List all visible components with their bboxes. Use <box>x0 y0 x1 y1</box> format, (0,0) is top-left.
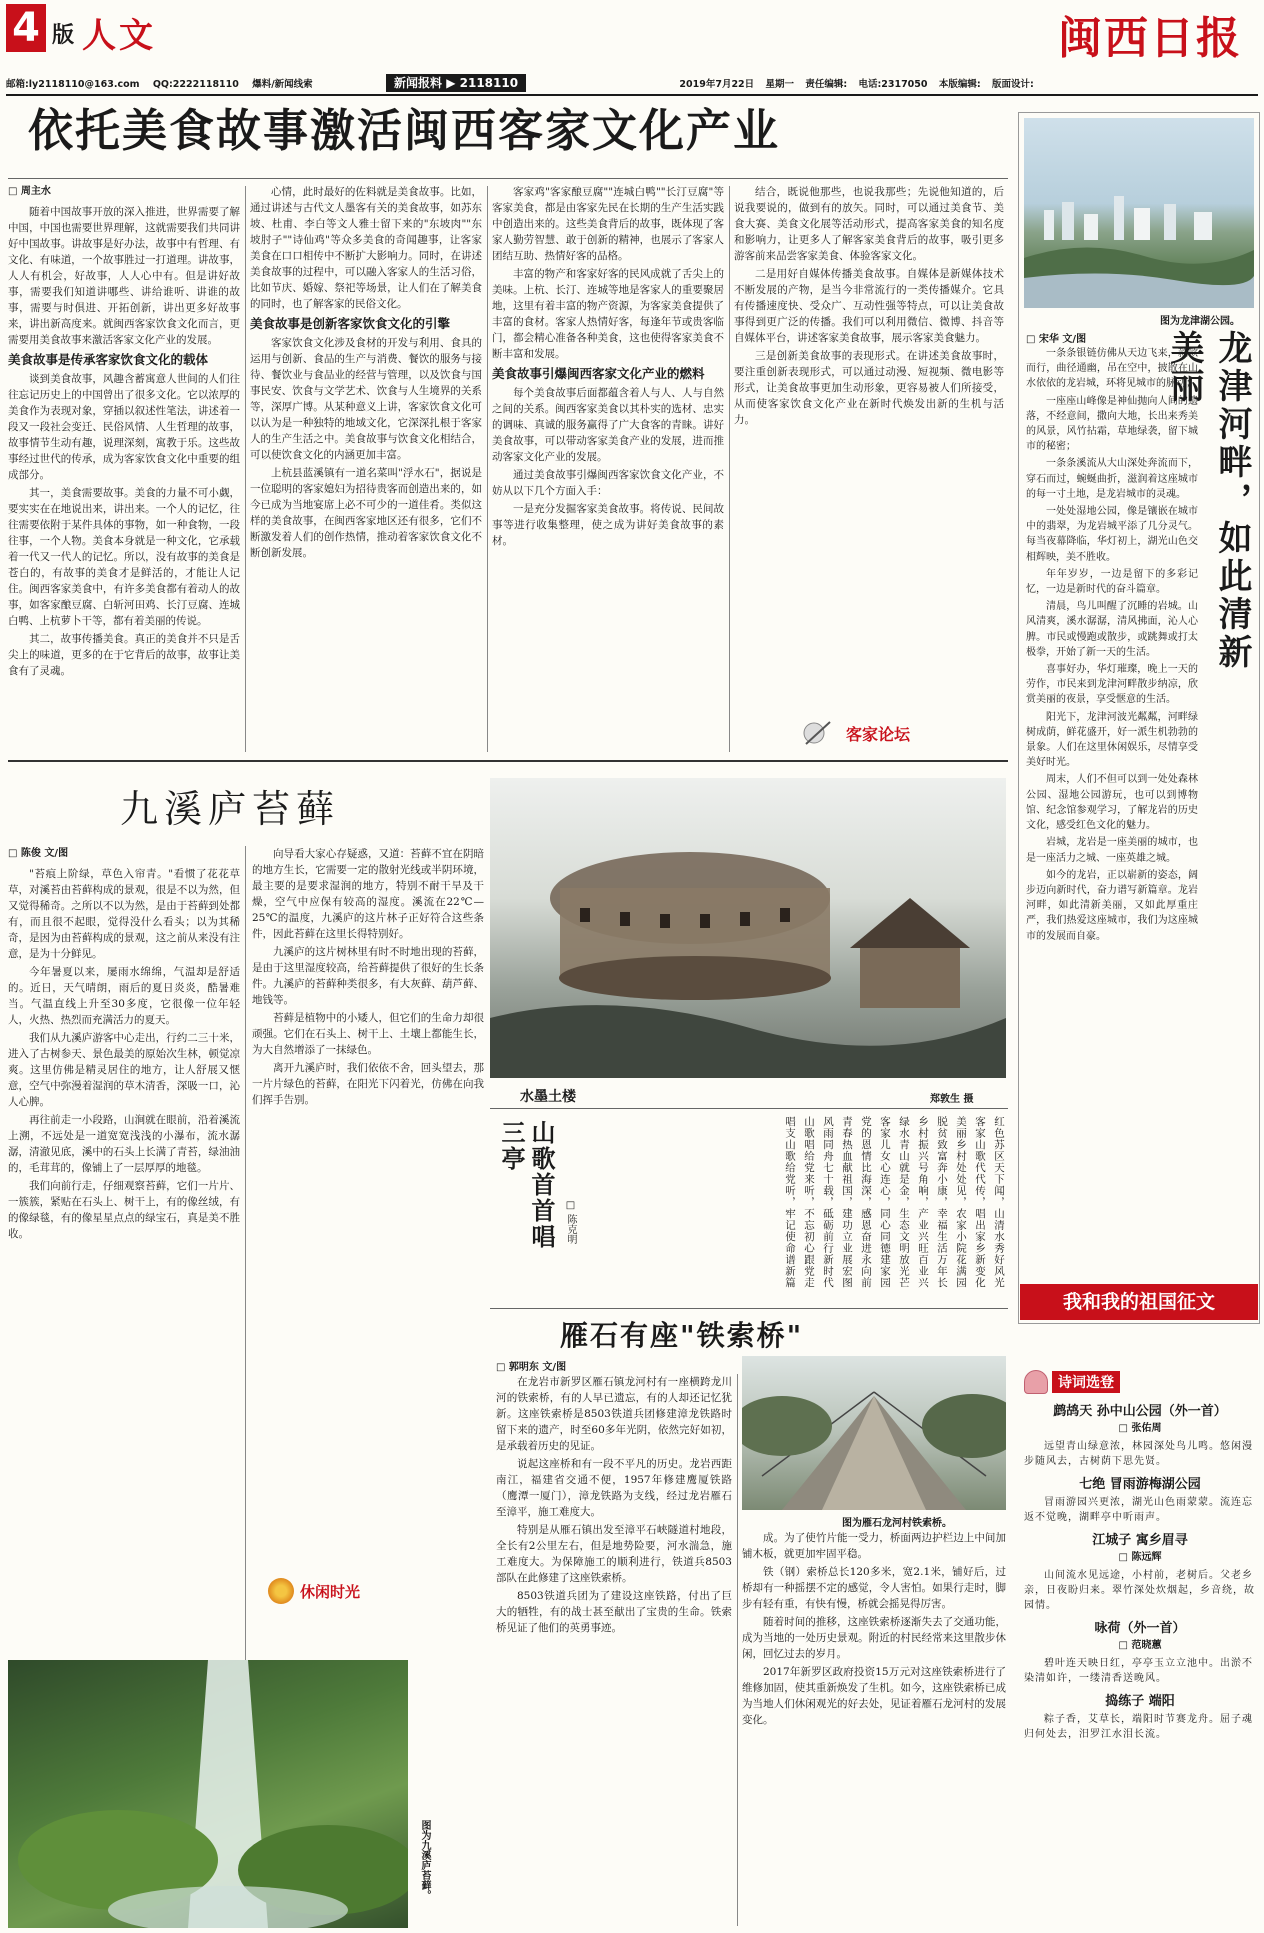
duty-editor: 责任编辑: <box>805 79 848 90</box>
river-photo-caption: 图为龙津湖公园。 <box>1160 316 1240 327</box>
city-skyline-icon <box>1024 118 1254 308</box>
lead-col-1 <box>8 184 240 754</box>
folk-song-line: 青春热血献祖国，建功立业展宏图 <box>841 1116 853 1289</box>
lead-paragraph: 谈到美食故事，风趣含蓄寓意人世间的人们往往忘记历史上的中国曾出了很多文化。它以浓厚的美食作为表现对象，穿插以叙述性笔法，讲述着一段又一段社会变迁、民俗风情、人生哲理的故事，故事情节生动有趣，说理深刻，寓教于乐。这些故事经过世代的传承，成为客家饮食文化中重要的组成部分。 <box>8 373 240 481</box>
folk-song-title: 山歌首首唱三亭 <box>497 1120 555 1250</box>
masthead-info-bar <box>6 74 1258 92</box>
poem-text: 碧叶连天映日红，亭亭玉立立池中。出淤不染清如许，一缕清香送晚风。 <box>1024 1658 1253 1684</box>
bridge-headline: 雁石有座"铁索桥" <box>560 1319 804 1352</box>
qq-text: QQ:2222118110 <box>152 79 239 90</box>
river-paragraph: 喜事好办，华灯璀璨，晚上一天的劳作，市民来到龙津河畔散步纳凉，欣赏美丽的夜景，享受惬意的生活。 <box>1026 664 1198 706</box>
lead-subhead-2: 美食故事是创新客家饮食文化的引擎 <box>250 316 451 331</box>
poem-title: 七绝 冒雨游梅湖公园 <box>1079 1477 1201 1492</box>
layout-editor: 本版编辑: <box>938 79 981 90</box>
section-title: 人文 <box>82 16 156 56</box>
bridge-col-2 <box>742 1530 1006 1926</box>
section-rule <box>490 1308 1008 1309</box>
lead-paragraph: 随着中国故事开放的深入推进，世界需要了解中国，中国也需要世界理解，这就需要我们共同讲好中国故事。讲故事是好办法，故事中有哲理、有文化、有味道，一个故事胜过一打道理。讲故事，人人有机会，好故事，人人心中有。但是讲好故事，需要我们知道讲哪些、讲给谁听、讲谁的故事，需要与时俱进、开拓创新，讲出更多好故事来，讲出新高度来。就闽西客家饮食文化而言，更需要用美食故事来激活客家文化产业的发展。 <box>8 206 240 346</box>
poetry-section-label <box>1024 1370 1120 1394</box>
lead-paragraph: 每个美食故事后面都蕴含着人与人、人与自然之间的关系。闽西客家美食以其朴实的选材、忠实的调味、真诚的服务赢得了广大食客的青睐。讲好美食故事，可以带动客家美食产业的发展，进而推动客家文化产业的发展。 <box>492 387 724 463</box>
headline-rule <box>8 178 1008 179</box>
lead-subhead-1: 美食故事是传承客家饮食文化的载体 <box>8 352 209 367</box>
bridge-paragraph: 2017年新罗区政府投资15万元对这座铁索桥进行了维修加固，使其重新焕发了生机。如今，这座铁索桥已成为当地人们休闲观光的好去处，见证着雁石龙河村的发展变化。 <box>742 1666 1006 1726</box>
folk-song-line: 绿水青山就是金，生态文明放光芒 <box>898 1116 910 1289</box>
lead-byline: □ 周主水 <box>8 186 51 197</box>
river-paragraph: 一处处湿地公园，像是镶嵌在城市中的翡翠，为龙岩城平添了几分灵气。每当夜幕降临，华灯初上，湖光山色交相辉映，美不胜收。 <box>1026 506 1198 563</box>
bridge-paragraph: 在龙岩市新罗区雁石镇龙河村有一座横跨龙川河的铁索桥，有的人早已遗忘，有的人却还记忆犹新。这座铁索桥是8503铁道兵团修建漳龙铁路时留下来的遗产，时至60多年光阴，依然完好如初，是承载着历史的见证。 <box>496 1376 732 1452</box>
hotline-box <box>386 74 526 92</box>
tulou-credit: 郑敦生 摄 <box>930 1094 974 1105</box>
lead-paragraph: 丰富的物产和客家好客的民风成就了舌尖上的美味。上杭、长汀、连城等地是客家人的重要聚居地，这里有着丰富的物产资源，为客家美食提供了丰富的食材。客家人热情好客，每逢年节或贵客临门，都会精心准备各种美食，这也使得客家美食不断丰富和发展。 <box>492 268 724 360</box>
lead-subhead-3: 美食故事引爆闽西客家文化产业的燃料 <box>492 366 705 381</box>
moss-paragraph: 离开九溪庐时，我们依依不舍，回头望去，那一片片绿色的苔藓，在阳光下闪着光，仿佛在向我们挥手告别。 <box>252 1062 484 1106</box>
lead-paragraph: 上杭县蓝溪镇有一道名菜叫"浮水石"，据说是一位聪明的客家媳妇为招待贵客而创造出来的，如今已成为当地宴席上必不可少的一道佳肴。类似这样的美食故事，在闽西客家地区还有很多，它们不断激发着人们的创作热情，推动着客家饮食文化不断创新发展。 <box>250 467 482 559</box>
kicker-label: 客家论坛 <box>846 724 911 744</box>
lead-col-3 <box>492 184 724 754</box>
lead-paragraph: 客家鸡"客家酿豆腐""连城白鸭""长汀豆腐"等客家美食，都是由客家先民在长期的生产生活实践中创造出来的。这些美食背后的故事，既体现了客家人勤劳智慧、敢于创新的精神，也展示了客家人团结互助、热情好客的品格。 <box>492 186 724 262</box>
poems-list <box>1024 1398 1256 1928</box>
column-divider <box>737 1374 738 1926</box>
river-paragraph: 如今的龙岩，正以崭新的姿态，阔步迈向新时代，奋力谱写新篇章。龙岩河畔，如此清新美丽，又如此厚重庄严，我们热爱这座城市，我们为这座城市的发展而自豪。 <box>1026 869 1198 942</box>
kicker-hakka-forum <box>800 718 910 748</box>
lead-paragraph: 心情，此时最好的佐料就是美食故事。比如，通过讲述与古代文人墨客有关的美食故事，如苏东坡、杜甫、李白等文人雅士留下来的"东坡肉""东坡肘子""诗仙鸡"等众多美食的奇闻趣事，让客家美食在口口相传中不断扩大影响力。同时，在讲述美食故事的过程中，可以融入客家人的生活习俗，比如节庆、婚嫁、祭祀等场景，让人们在了解美食的同时，也了解客家的民俗文化。 <box>250 186 482 310</box>
hotline-number: 2118110 <box>459 76 519 90</box>
poem-author: □ 陈远辉 <box>1118 1552 1162 1563</box>
lead-paragraph: 三是创新美食故事的表现形式。在讲述美食故事时，要注重创新表现形式，可以通过动漫、短视频、微电影等形式，让美食故事更加生动形象，更容易被人们所接受，从而使客家饮食文化产业在新时代焕发出新的生机与活力。 <box>734 350 1004 426</box>
tulou-photo <box>490 778 1006 1078</box>
page-number-badge: 4 <box>6 4 46 52</box>
folk-song-line: 客家山歌代代传，唱出家乡新变化 <box>974 1116 986 1289</box>
poem-text: 冒雨游园兴更浓，湖光山色雨蒙蒙。流连忘返不觉晚，湖畔亭中听雨声。 <box>1024 1497 1253 1523</box>
poem-text: 远望青山绿意浓，林园深处鸟儿鸣。悠闲漫步随风去，古树荫下思先贤。 <box>1024 1441 1253 1467</box>
lotus-icon <box>1024 1370 1048 1394</box>
section-rule <box>490 1108 1008 1109</box>
moss-col-2 <box>252 846 484 1636</box>
lead-paragraph: 客家饮食文化涉及食材的开发与利用、食具的运用与创新、食品的生产与消费、餐饮的服务与接待、餐饮业与食品业的经营与管理，以及饮食与国事民安、饮食与文学艺术、饮食与人生境界的关系等，深厚广博。从某种意义上讲，客家饮食文化可以认为是一种独特的地域文化，它深深扎根于客家人的生产生活之中。美食故事与饮食文化相结合，可以使饮食文化的内涵更加丰富。 <box>250 337 482 461</box>
moss-paragraph: 苔藓是植物中的小矮人，但它们的生命力却很顽强。它们在石头上、树干上、土壤上都能生长，为大自然增添了一抹绿色。 <box>252 1012 484 1056</box>
river-photo <box>1024 118 1254 308</box>
poem-item <box>1024 1533 1256 1613</box>
suspension-bridge-icon <box>742 1356 1006 1510</box>
lead-col-2 <box>250 184 482 754</box>
moss-paragraph: 九溪庐的这片树林里有时不时地出现的苔藓，是由于这里湿度较高，给苔藓提供了很好的生长条件。九溪庐的苔藓种类很多，有大灰藓、葫芦藓、地钱等。 <box>252 946 484 1006</box>
page-unit: 版 <box>52 23 75 48</box>
lead-paragraph: 其二，故事传播美食。真正的美食并不只是舌尖上的味道，更多的在于它背后的故事，故事让美食有了灵魂。 <box>8 633 240 677</box>
bridge-paragraph: 说起这座桥和有一段不平凡的历史。龙岩西距南江，福建省交通不便，1957年修建鹰厦铁路（鹰潭一厦门），漳龙铁路为支线，经过龙岩雁石至漳平，施工难度大。 <box>496 1458 732 1518</box>
lead-col-4 <box>734 184 1004 704</box>
folk-song-line: 党的恩情比海深，感恩奋进永向前 <box>860 1116 872 1289</box>
bridge-byline: □ 郭明东 文/图 <box>496 1362 567 1373</box>
poem-title: 捣练子 端阳 <box>1105 1694 1175 1709</box>
poem-item <box>1024 1404 1256 1469</box>
folk-song-line: 脱贫致富奔小康，幸福生活万年长 <box>936 1116 948 1289</box>
waterfall-icon <box>8 1660 408 1928</box>
moss-paragraph: "苔痕上阶绿，草色入帘青。"看惯了花花草草，对溪苔由苔藓构成的景观，很是不以为然，但又觉得稀奇。之所以不以为然，是由于苔藓到处都有，而且很不起眼，觉得没什么看头；以为其稀奇，是因为由苔藓构成的景观，这之前从来没有注意，是为十分鲜见。 <box>8 868 240 960</box>
bridge-col-1 <box>496 1374 732 1926</box>
qq-note: 爆料/新闻线索 <box>252 79 313 90</box>
bridge-paragraph: 成。为了使竹片能一受力，桥面两边护栏边上中间加铺木板，就更加牢固平稳。 <box>742 1532 1006 1560</box>
lead-headline: 依托美食故事激活闽西客家文化产业 <box>28 104 781 157</box>
river-paragraph: 清晨，鸟儿叫醒了沉睡的岩城。山风清爽，溪水潺潺，清风拂面，沁人心脾。市民或慢跑或散步，或跳舞或打太极拳，开始了新一天的生活。 <box>1026 601 1198 658</box>
bridge-paragraph: 8503铁道兵团为了建设这座铁路，付出了巨大的牺牲，有的战士甚至献出了宝贵的生命。铁索桥见证了他们的英勇事迹。 <box>496 1590 732 1634</box>
moss-paragraph: 今年暑夏以来，屡雨水绵绵，气温却是舒适的。近日，天气晴朗，雨后的夏日炎炎，酷暑难当。气温直线上升至30多度，它很像一位年轻人，火热、热烈而充满活力的夏天。 <box>8 966 240 1026</box>
bridge-paragraph: 特别是从雁石镇出发至漳平石峡隧道村地段，全长有2公里左右，但是地势险要，河水湍急，施工难度大。为保障施工的顺利进行，铁道兵8503部队在此修建了这座铁索桥。 <box>496 1524 732 1584</box>
poem-item <box>1024 1694 1256 1742</box>
folk-song-line: 美丽乡村处处见，农家小院花满园 <box>955 1116 967 1289</box>
poem-item <box>1024 1621 1256 1686</box>
kicker-label: 休闲时光 <box>300 1582 361 1601</box>
column-divider <box>487 186 488 752</box>
folk-song-line: 乡村振兴号角响，产业兴旺百业兴 <box>917 1116 929 1289</box>
pen-icon <box>800 718 840 748</box>
river-paragraph: 一座座山峰像是神仙抛向人间的遗落，不经意间，撒向大地，长出来秀美的风景，风竹拈霜，草地绿袭，留下城市的秘密； <box>1026 395 1198 453</box>
paper-name: 闽西日报 <box>1058 13 1242 64</box>
folk-song-body <box>586 1116 1006 1302</box>
folk-song-line: 客家儿女心连心，同心同德建家园 <box>879 1116 891 1289</box>
folk-song-author: □ 陈克明 <box>565 1200 576 1245</box>
folk-song-line: 风雨同舟七十载，砥砺前行新时代 <box>822 1116 834 1289</box>
poetry-label-text: 诗词选登 <box>1052 1371 1120 1393</box>
river-paragraph: 一条条银链仿佛从天边飞来，款款而行，曲径通幽，吊在空中，披散在山水依依的龙岩城，环将见城市的脉动； <box>1026 348 1198 390</box>
poem-title: 咏荷（外一首） <box>1094 1621 1186 1636</box>
moss-byline: □ 陈俊 文/图 <box>8 848 69 859</box>
lead-paragraph: 二是用好自媒体传播美食故事。自媒体是新媒体技术不断发展的产物，是当今非常流行的一类传播媒介。它具有传播速度快、受众广、互动性强等特点，可以让美食故事得到更广泛的传播。我们可以利用微信、微博、抖音等自媒体平台，讲述客家美食故事，展示客家美食魅力。 <box>734 268 1004 344</box>
moss-paragraph: 再往前走一小段路，山涧就在眼前，沿着溪流上溯，不远处是一道宽宽浅浅的小瀑布，流水潺潺，清澈见底，溪中的石头上长满了青苔，绿油油的，毛茸茸的，像铺上了一层厚厚的地毯。 <box>8 1114 240 1174</box>
folk-song-line: 唱支山歌给党听，牢记使命谱新篇 <box>784 1116 796 1289</box>
leisure-flower-icon <box>268 1578 294 1604</box>
poem-author: □ 范晓蕙 <box>1118 1640 1162 1651</box>
column-divider <box>245 186 246 752</box>
moss-paragraph: 我们从九溪庐游客中心走出，行约二三十米，进入了古树参天、景色最美的原始次生林，顿觉凉爽。这里仿佛是精灵居住的地方，让人舒展又惬意，空气中弥漫着湿润的草木清香，深吸一口，沁人心脾。 <box>8 1032 240 1108</box>
section-rule <box>8 760 1008 762</box>
bridge-paragraph: 随着时间的推移，这座铁索桥逐渐失去了交通功能，成为当地的一处历史景观。附近的村民经常来这里散步休闲，回忆过去的岁月。 <box>742 1616 1006 1660</box>
proof-editor: 版面设计: <box>991 79 1034 90</box>
lead-paragraph: 结合，既说他那些，也说我那些；先说他知道的，后说我要说的，做到有的放矢。同时，可以通过美食节、美食大赛、美食文化展等活动形式，提高客家美食的知名度和影响力，让更多人了解客家美食背后的故事，吸引更多游客前来品尝客家美食、体验客家文化。 <box>734 186 1004 262</box>
poem-text: 粽子香，艾草长，端阳时节赛龙舟。屈子魂归何处去，汨罗江水泪长流。 <box>1024 1714 1253 1740</box>
river-vertical-title: 龙津河畔，如此清新美丽 <box>1164 330 1252 672</box>
hotline-label: 新闻报料 <box>394 76 443 90</box>
moss-paragraph: 我们向前行走，仔细观察苔藓，它们一片片、一簇簇，紧贴在石头上、树干上，有的像丝绒，有的像绿毯，有的像星星点点的绿宝石，真是美不胜收。 <box>8 1180 240 1240</box>
phone-text: 电话:2317050 <box>858 79 928 90</box>
column-divider <box>729 186 730 752</box>
hotline-arrow-icon: ▶ <box>446 76 456 90</box>
essay-contest-banner: 我和我的祖国征文 <box>1020 1284 1258 1320</box>
moss-photo <box>8 1660 408 1928</box>
tulou-caption: 水墨土楼 <box>520 1089 576 1105</box>
poem-title: 江城子 寓乡眉寻 <box>1092 1533 1188 1548</box>
river-paragraph: 一条条溪流从大山深处奔流而下，穿石而过，蜿蜒曲折，滋润着这座城市的每一寸土地，是龙岩城市的灵魂。 <box>1026 458 1198 500</box>
email-text: 邮箱:ly2118110@163.com <box>6 79 140 90</box>
lead-paragraph: 通过美食故事引爆闽西客家饮食文化产业，不妨从以下几个方面入手： <box>492 469 724 497</box>
folk-song-line: 山歌唱给党来听，不忘初心跟党走 <box>803 1116 815 1289</box>
masthead-rule <box>6 94 1258 96</box>
moss-photo-caption: 图为九溪庐苔藓。 <box>419 1820 430 1900</box>
river-paragraph: 年年岁岁，一边是留下的多彩记忆，一边是新时代的奋斗篇章。 <box>1026 568 1198 596</box>
bridge-paragraph: 铁（钢）索桥总长120多米，宽2.1米，铺好后，过桥却有一种摇摆不定的感觉，令人害怕。如果行走时，脚步有轻有重，有快有慢，桥就会摇晃得厉害。 <box>742 1566 1006 1610</box>
issue-weekday: 星期一 <box>765 79 794 90</box>
issue-date: 2019年7月22日 <box>679 79 755 90</box>
river-paragraph: 周末，人们不但可以到一处处森林公园、湿地公园游玩，也可以到博物馆、纪念馆参观学习，了解龙岩的历史文化，感受红色文化的魅力。 <box>1026 774 1198 832</box>
bridge-photo-caption: 图为雁石龙河村铁索桥。 <box>842 1518 952 1529</box>
river-paragraph: 岩城，龙岩是一座美丽的城市，也是一座活力之城、一座英雄之城。 <box>1026 837 1198 864</box>
poem-text: 山间流水见远途，小村前，老树后。父老乡亲，日夜盼归来。翠竹深处炊烟起，乡音绕，故园情。 <box>1024 1570 1255 1611</box>
lead-paragraph: 其一，美食需要故事。美食的力量不可小觑，要实实在在地说出来，讲出来。一个人的记忆，往往需要依附于某件具体的事物，如一种食物，一段往事，一个人物。美食本身就是一种文化，它承载着一代又一代人的记忆。所以，没有故事的美食是苍白的，有故事的美食才是鲜活的，才能让人记住。闽西客家美食中，有许多美食都有着动人的故事，如客家酿豆腐、白斩河田鸡、长汀豆腐、连城白鸭、上杭萝卜干等，都有着美丽的传说。 <box>8 487 240 627</box>
poem-item <box>1024 1477 1256 1525</box>
river-paragraph: 阳光下，龙津河波光粼粼，河畔绿树成荫，鲜花盛开，好一派生机勃勃的景象。人们在这里休闲娱乐，尽情享受美好时光。 <box>1026 711 1198 769</box>
poem-author: □ 张佑周 <box>1118 1423 1162 1434</box>
tulou-building-icon <box>490 778 1006 1078</box>
folk-song-line: 红色苏区天下闻，山清水秀好风光 <box>993 1116 1005 1289</box>
moss-headline: 九溪庐苔藓 <box>120 787 341 831</box>
bridge-photo <box>742 1356 1006 1510</box>
river-body <box>1026 346 1198 1274</box>
lead-paragraph: 一是充分发掘客家美食故事。将传说、民间故事等进行收集整理，使之成为讲好美食故事的素材。 <box>492 503 724 547</box>
kicker-leisure <box>268 1578 360 1604</box>
moss-paragraph: 向导看大家心存疑惑，又道：苔藓不宜在阴暗的地方生长，它需要一定的散射光线或半阴环境，最主要的是要求湿润的地方，特别不耐干旱及干燥，空气中应保有较高的湿度。溪流在22℃—25℃的温度，九溪庐的这片林子正好符合这些条件，因此苔藓在这里长得特别好。 <box>252 848 484 940</box>
river-byline: □ 宋华 文/图 <box>1026 334 1087 345</box>
poem-title: 鹧鸪天 孙中山公园（外一首） <box>1053 1404 1227 1419</box>
